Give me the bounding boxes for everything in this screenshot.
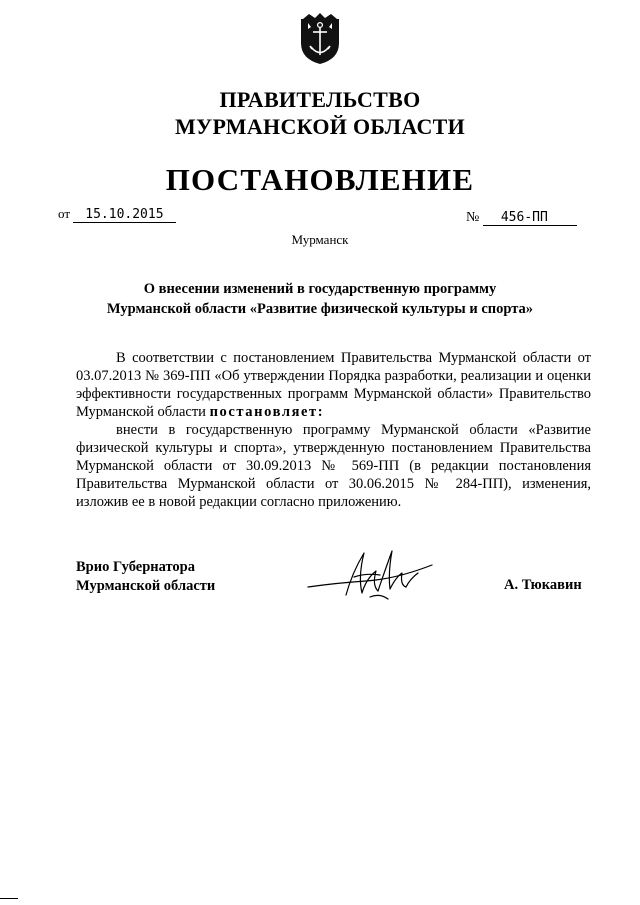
coat-of-arms-icon bbox=[299, 13, 341, 65]
organization-line-1: ПРАВИТЕЛЬСТВО bbox=[219, 87, 421, 112]
date-value: 15.10.2015 bbox=[73, 207, 176, 223]
organization-line-2: МУРМАНСКОЙ ОБЛАСТИ bbox=[174, 114, 466, 139]
body-paragraph-1 bbox=[76, 349, 591, 421]
number-prefix: № bbox=[466, 210, 480, 225]
document-body bbox=[76, 349, 591, 511]
resolution-keyword: постановляет: bbox=[209, 404, 325, 420]
scan-edge-mark bbox=[0, 898, 18, 899]
paragraph-1-text: В соответствии с постановлением Правительства Мурманской области от 03.07.2013 № 369-ПП «Об утверждении Порядка разработки, реализации и оценки эффективности государственных программ Мурманской области» Правительство Мурманской области bbox=[76, 350, 591, 420]
organization-name bbox=[0, 86, 640, 140]
signatory-title-line-1: Врио Губернатора bbox=[76, 559, 195, 575]
document-number bbox=[466, 210, 577, 226]
number-value: 456-ПП bbox=[483, 210, 577, 226]
body-paragraph-2: внести в государственную программу Мурманской области «Развитие физической культуры и спорта», утвержденную постановлением Правительства Мурманской области от 30.09.2013 № 569-ПП (в редакции постановления Правительства Мурманской области от 30.06.2015 № 284-ПП), изменения, изложив ее в новой редакции согласно приложению. bbox=[76, 422, 591, 510]
city: Мурманск bbox=[291, 232, 349, 247]
subject-line-1: О внесении изменений в государственную программу bbox=[143, 281, 497, 297]
document-date bbox=[58, 206, 176, 223]
date-prefix: от bbox=[58, 206, 71, 221]
signatory-title bbox=[76, 558, 215, 596]
signature-icon bbox=[306, 543, 434, 605]
document-type: ПОСТАНОВЛЕНИЕ bbox=[165, 162, 475, 197]
document-subject bbox=[0, 279, 640, 319]
signatory-title-line-2: Мурманской области bbox=[76, 578, 216, 594]
subject-line-2: Мурманской области «Развитие физической культуры и спорта» bbox=[106, 301, 534, 317]
signatory-name: А. Тюкавин bbox=[504, 577, 582, 593]
